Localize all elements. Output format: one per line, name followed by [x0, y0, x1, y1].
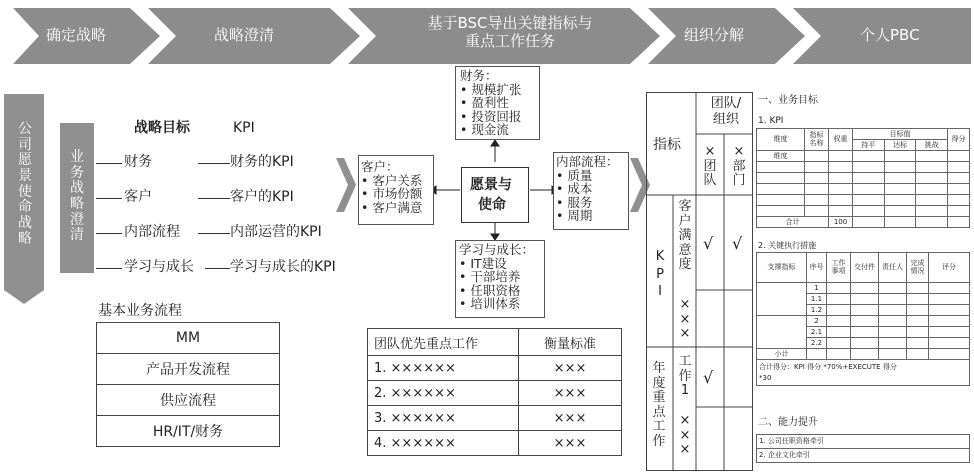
banner-step-1: 确定战略	[46, 26, 107, 44]
pbc-kpi-table	[756, 128, 970, 228]
pbc-formula: 合计得分：KPI 得分 *70%+EXECUTE 得分 *30	[757, 360, 970, 386]
org-kpi-item2: × × ×	[679, 297, 691, 342]
org-team-col: × 团 队	[703, 144, 717, 189]
arrow-to-bsc	[336, 158, 358, 212]
bsc-center-line2: 使命	[478, 197, 506, 213]
flow-item: 供应流程	[97, 385, 280, 416]
pbc-section1: 一、业务目标	[758, 95, 818, 106]
bsc-learning-text: 学习与成长： • IT建设 • 干部培养 • 任职资格 • 培训体系	[459, 242, 535, 311]
bsc-learning-title: 学习与成长：	[459, 242, 535, 257]
kpi-line-3	[198, 233, 230, 234]
goal-finance: 财务	[124, 154, 152, 170]
kpi-learning: 学习与成长的KPI	[230, 259, 336, 275]
kpi-internal: 内部运营的KPI	[230, 224, 322, 240]
pbc-ability-1: 1. 公司任职资格牵引	[757, 435, 970, 449]
pbc-eval-header: 评分	[929, 253, 970, 283]
pbc-dim-cell: 维度	[757, 151, 805, 162]
basic-flow-title: 基本业务流程	[98, 303, 182, 319]
goal-learning: 学习与成长	[124, 259, 194, 275]
pbc-support-header: 支撑指标	[757, 253, 807, 283]
pbc-challenge-header: 挑战	[916, 140, 948, 151]
flow-item: 产品开发流程	[97, 354, 280, 385]
kpi-line-1	[198, 163, 230, 164]
org-kpi-item1: 客 户 满 意 度	[678, 199, 692, 273]
pbc-work-header: 工作 事项	[827, 253, 851, 283]
org-check-team-kpi: √	[703, 234, 714, 253]
org-check-dept-kpi: √	[732, 234, 743, 253]
priority-header-work: 团队优先重点工作	[368, 329, 519, 356]
banner-step-2: 战略澄清	[214, 26, 275, 44]
flow-item: MM	[97, 323, 280, 354]
table-row: 3. ×××××× ×××	[368, 406, 622, 431]
kpi-line-2	[198, 198, 230, 199]
pbc-dim-header: 维度	[757, 129, 805, 151]
goal-line-1	[96, 163, 122, 164]
pbc-total-value: 100	[829, 217, 853, 228]
pbc-seq-header: 序号	[807, 253, 827, 283]
pbc-kpi-title: 1. KPI	[758, 116, 784, 126]
bsc-finance-text: 财务： • 规模扩张 • 盈利性 • 投资回报 • 现金流	[460, 68, 522, 137]
pbc-measure-title: 2. 关键执行措施	[758, 241, 817, 250]
kpi-header: KPI	[233, 120, 255, 136]
pbc-deliver-header: 交付件	[851, 253, 879, 283]
pbc-done-header: 完成 情况	[907, 253, 929, 283]
vision-bar-text: 公 司 愿 景 使 命 战 略	[18, 121, 32, 247]
goal-line-2	[96, 198, 122, 199]
goals-header: 战略目标	[134, 120, 190, 136]
pbc-reach-header: 达标	[884, 140, 916, 151]
banner-step-3a: 基于BSC导出关键指标与 重点工作任务	[427, 14, 593, 50]
table-row: 4. ×××××× ×××	[368, 431, 622, 456]
bsc-center-line1: 愿景与	[470, 177, 512, 193]
pbc-ability-table	[756, 434, 970, 463]
pbc-weight-header: 权重	[829, 129, 853, 151]
pbc-score-header: 得分	[948, 129, 970, 151]
banner-step-4: 组织分解	[684, 26, 745, 44]
bsc-internal-text: 内部流程： • 质量 • 成本 • 服务 • 周期	[556, 154, 619, 223]
org-dept-col: × 部 门	[732, 144, 746, 189]
flow-item: HR/IT/财务	[97, 416, 280, 447]
pbc-ability-2: 2. 企业文化牵引	[757, 449, 970, 463]
pbc-section2: 二、能力提升	[758, 417, 818, 428]
org-work2: × × ×	[679, 413, 691, 458]
bsc-customer-title: 客户：	[361, 159, 399, 174]
bsc-finance-title: 财务：	[460, 68, 498, 83]
banner-step-5: 个人PBC	[860, 26, 920, 44]
org-annual-label: 年 度 重 点 工 作	[652, 361, 666, 449]
goal-line-3	[96, 233, 122, 234]
goal-customer: 客户	[124, 189, 152, 205]
pbc-measure-table: 支撑指标 序号 工作 事项 交付件 责任人 完成 情况 评分 1 1.1 1.2 2 2.1 2.2 小计 合计得分：KPI 得分 *70%+EXECUTE 得分 *30	[756, 252, 970, 386]
pbc-target-header: 目标值	[853, 129, 948, 140]
org-indicator: 指标	[653, 137, 681, 153]
kpi-customer: 客户的KPI	[230, 189, 294, 205]
basic-flow-table	[96, 322, 280, 447]
pbc-total-label: 合计	[757, 217, 829, 228]
kpi-finance: 财务的KPI	[230, 154, 294, 170]
pbc-owner-header: 责任人	[879, 253, 907, 283]
bsc-customer-text: 客户： • 客户关系 • 市场份额 • 客户满意	[361, 159, 423, 215]
org-work1: 工 作 1	[678, 354, 692, 399]
kpi-line-4	[205, 268, 230, 269]
clarify-bar-text: 业 务 战 略 澄 清	[70, 149, 84, 244]
bsc-center-box	[461, 167, 529, 223]
table-row: 2. ×××××× ×××	[368, 381, 622, 406]
pbc-name-header: 指标 名称	[805, 129, 829, 151]
priority-header-measure: 衡量标准	[519, 329, 622, 356]
pbc-hold-header: 持平	[853, 140, 885, 151]
org-kpi-label: K P I	[655, 249, 665, 300]
table-row: 1. ×××××× ×××	[368, 356, 622, 381]
goal-internal: 内部流程	[124, 224, 180, 240]
priority-table	[367, 328, 622, 456]
org-team-org: 团队/ 组织	[710, 96, 742, 128]
bsc-internal-title: 内部流程：	[556, 154, 619, 169]
org-check-team-work: √	[703, 368, 714, 387]
pbc-subtotal: 小计	[757, 349, 807, 360]
goal-line-4	[96, 268, 122, 269]
